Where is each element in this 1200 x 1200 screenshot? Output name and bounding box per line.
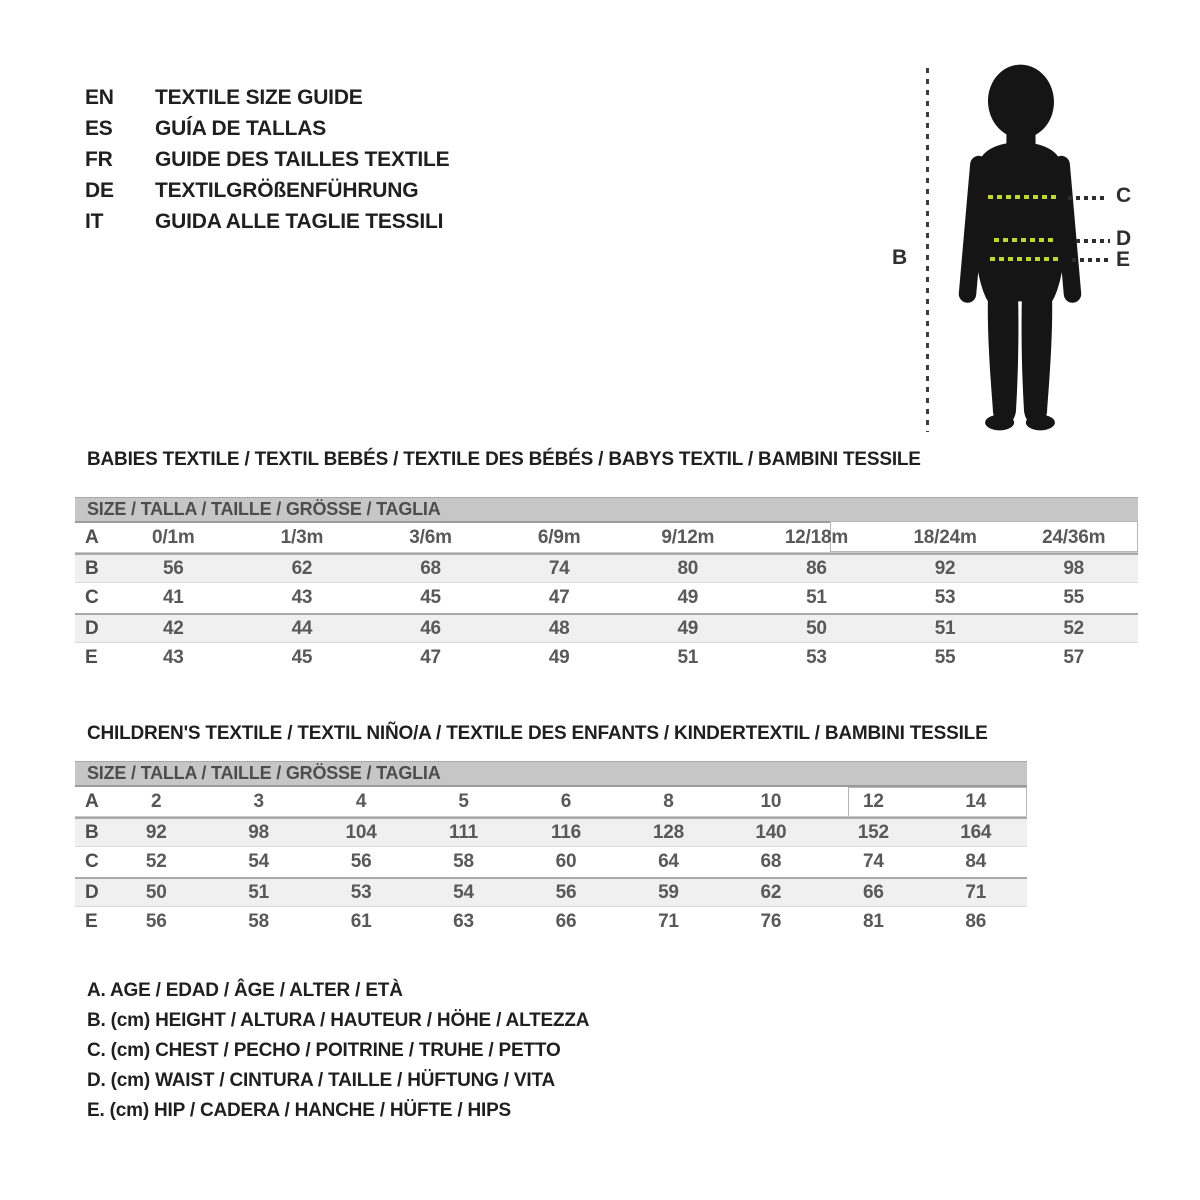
value-cell: 45 xyxy=(291,647,313,668)
babies-section-title: BABIES TEXTILE / TEXTIL BEBÉS / TEXTILE DES BÉBÉS / BABYS TEXTIL / BAMBINI TESSILE xyxy=(87,449,921,470)
guide-title-it: GUIDA ALLE TAGLIE TESSILI xyxy=(155,209,444,233)
value-cell: 51 xyxy=(248,881,270,903)
size-cell: 6 xyxy=(560,790,572,812)
guide-title-fr: GUIDE DES TAILLES TEXTILE xyxy=(155,147,450,171)
hip-pointer-line xyxy=(1072,258,1110,262)
value-cell: 47 xyxy=(548,587,570,608)
size-cell: 18/24m xyxy=(913,526,977,548)
value-cell: 84 xyxy=(965,851,987,872)
row-label: C xyxy=(85,587,99,608)
children-table-rows xyxy=(75,787,1027,937)
row-label: B xyxy=(85,821,99,843)
lang-code: ES xyxy=(85,116,113,140)
size-cell: 10 xyxy=(760,790,782,812)
value-cell: 45 xyxy=(420,587,441,608)
value-cell: 63 xyxy=(453,911,474,932)
size-cell: 12/18m xyxy=(784,526,849,548)
value-cell: 164 xyxy=(960,821,992,843)
table-row-height xyxy=(75,817,1027,847)
table-row-height xyxy=(75,553,1138,583)
value-cell: 53 xyxy=(806,647,827,668)
value-cell: 48 xyxy=(548,617,570,639)
value-cell: 74 xyxy=(862,851,884,872)
size-cell: 3/6m xyxy=(409,526,452,548)
language-title-block xyxy=(85,82,449,237)
value-cell: 80 xyxy=(677,557,699,579)
height-label: B xyxy=(892,246,908,269)
value-cell: 56 xyxy=(350,851,372,872)
value-cell: 66 xyxy=(555,911,577,932)
value-cell: 52 xyxy=(145,851,167,872)
value-cell: 46 xyxy=(420,617,441,639)
table-row-age xyxy=(75,787,1027,817)
children-size-table xyxy=(75,761,1027,937)
chest-label: C xyxy=(1116,184,1132,207)
legend-chest: C. (cm) CHEST / PECHO / POITRINE / TRUHE / PETTO xyxy=(87,1040,561,1061)
table-row-chest xyxy=(75,847,1027,877)
value-cell: 98 xyxy=(248,821,270,843)
chest-measure-line xyxy=(988,195,1056,199)
waist-label: D xyxy=(1116,227,1132,250)
value-cell: 47 xyxy=(420,647,441,668)
value-cell: 51 xyxy=(677,647,699,668)
size-cell: 3 xyxy=(253,790,264,812)
size-cell: 24/36m xyxy=(1042,526,1106,548)
value-cell: 68 xyxy=(420,557,441,579)
value-cell: 111 xyxy=(449,821,479,843)
row-label: D xyxy=(85,881,99,903)
value-cell: 152 xyxy=(857,821,889,843)
size-cell: 6/9m xyxy=(537,526,581,548)
guide-title-es: GUÍA DE TALLAS xyxy=(155,116,327,140)
height-dashed-line xyxy=(926,68,929,432)
lang-row-en xyxy=(85,82,449,113)
lang-row-fr xyxy=(85,144,449,175)
table-row-waist xyxy=(75,877,1027,907)
value-cell: 116 xyxy=(550,821,582,843)
measurement-legend xyxy=(87,976,589,1126)
value-cell: 104 xyxy=(345,821,377,843)
value-cell: 41 xyxy=(162,587,184,608)
value-cell: 52 xyxy=(1063,617,1085,639)
row-label: E xyxy=(85,911,98,932)
row-label: A xyxy=(85,790,99,812)
babies-size-header-band: SIZE / TALLA / TAILLE / GRÖSSE / TAGLIA xyxy=(75,497,1138,523)
value-cell: 51 xyxy=(934,617,956,639)
value-cell: 57 xyxy=(1063,647,1085,668)
value-cell: 74 xyxy=(548,557,570,579)
hip-measure-line xyxy=(990,257,1058,261)
value-cell: 56 xyxy=(162,557,184,579)
babies-size-table xyxy=(75,497,1138,673)
legend-waist: D. (cm) WAIST / CINTURA / TAILLE / HÜFTUNG / VITA xyxy=(87,1070,555,1091)
legend-hip: E. (cm) HIP / CADERA / HANCHE / HÜFTE / HIPS xyxy=(87,1100,512,1121)
size-cell: 0/1m xyxy=(152,526,195,548)
value-cell: 55 xyxy=(1063,587,1085,608)
table-row-chest xyxy=(75,583,1138,613)
value-cell: 53 xyxy=(350,881,372,903)
child-silhouette xyxy=(923,62,1117,432)
value-cell: 64 xyxy=(658,851,679,872)
size-cell: 4 xyxy=(355,790,367,812)
table-row-hip xyxy=(75,907,1027,937)
size-cell: 9/12m xyxy=(661,526,715,548)
children-section-title: CHILDREN'S TEXTILE / TEXTIL NIÑO/A / TEXTILE DES ENFANTS / KINDERTEXTIL / BAMBINI TESSILE xyxy=(87,723,988,744)
value-cell: 51 xyxy=(806,587,827,608)
value-cell: 49 xyxy=(677,587,699,608)
value-cell: 50 xyxy=(145,881,167,903)
value-cell: 71 xyxy=(965,881,987,903)
size-cell: 8 xyxy=(663,790,674,812)
babies-table-rows xyxy=(75,523,1138,673)
children-size-header-band: SIZE / TALLA / TAILLE / GRÖSSE / TAGLIA xyxy=(75,761,1027,787)
chest-pointer-line xyxy=(1068,196,1108,200)
value-cell: 55 xyxy=(934,647,956,668)
value-cell: 49 xyxy=(677,617,699,639)
table-row-hip xyxy=(75,643,1138,673)
table-row-waist xyxy=(75,613,1138,643)
legend-height: B. (cm) HEIGHT / ALTURA / HAUTEUR / HÖHE / ALTEZZA xyxy=(87,1010,590,1031)
size-cell: 12 xyxy=(862,790,884,812)
row-label: D xyxy=(85,617,99,639)
waist-pointer-line xyxy=(1076,239,1110,243)
value-cell: 61 xyxy=(350,911,372,932)
value-cell: 53 xyxy=(934,587,956,608)
value-cell: 56 xyxy=(555,881,577,903)
value-cell: 68 xyxy=(760,851,782,872)
guide-title-de: TEXTILGRÖßENFÜHRUNG xyxy=(155,178,419,202)
value-cell: 44 xyxy=(291,617,313,639)
value-cell: 86 xyxy=(806,557,827,579)
value-cell: 49 xyxy=(548,647,570,668)
value-cell: 58 xyxy=(453,851,474,872)
value-cell: 58 xyxy=(248,911,270,932)
value-cell: 76 xyxy=(760,911,782,932)
value-cell: 59 xyxy=(658,881,679,903)
lang-row-it xyxy=(85,206,449,237)
value-cell: 98 xyxy=(1063,557,1085,579)
waist-measure-line xyxy=(994,238,1056,242)
value-cell: 60 xyxy=(555,851,577,872)
value-cell: 92 xyxy=(934,557,956,579)
row-label: B xyxy=(85,557,99,579)
lang-code: EN xyxy=(85,85,114,109)
value-cell: 71 xyxy=(658,911,679,932)
value-cell: 56 xyxy=(145,911,167,932)
value-cell: 62 xyxy=(291,557,313,579)
value-cell: 43 xyxy=(162,647,184,668)
value-cell: 54 xyxy=(453,881,474,903)
hip-label: E xyxy=(1116,248,1131,271)
legend-age: A. AGE / EDAD / ÂGE / ALTER / ETÀ xyxy=(87,980,403,1001)
lang-row-es xyxy=(85,113,449,144)
value-cell: 42 xyxy=(162,617,184,639)
size-cell: 1/3m xyxy=(280,526,324,548)
child-measure-diagram xyxy=(880,50,1190,450)
value-cell: 50 xyxy=(806,617,827,639)
value-cell: 81 xyxy=(862,911,884,932)
guide-title-en: TEXTILE SIZE GUIDE xyxy=(155,85,363,109)
value-cell: 86 xyxy=(965,911,987,932)
value-cell: 128 xyxy=(652,821,684,843)
lang-code: IT xyxy=(85,209,104,233)
value-cell: 66 xyxy=(862,881,884,903)
value-cell: 92 xyxy=(145,821,167,843)
value-cell: 140 xyxy=(755,821,787,843)
row-label: E xyxy=(85,647,98,668)
value-cell: 43 xyxy=(291,587,313,608)
lang-row-de xyxy=(85,175,449,206)
value-cell: 62 xyxy=(760,881,782,903)
lang-code: DE xyxy=(85,178,114,202)
size-cell: 5 xyxy=(458,790,469,812)
lang-code: FR xyxy=(85,147,113,171)
row-label: C xyxy=(85,851,99,872)
table-row-age xyxy=(75,523,1138,553)
value-cell: 54 xyxy=(248,851,270,872)
row-label: A xyxy=(85,526,99,548)
size-cell: 2 xyxy=(151,790,162,812)
size-cell: 14 xyxy=(965,790,987,812)
